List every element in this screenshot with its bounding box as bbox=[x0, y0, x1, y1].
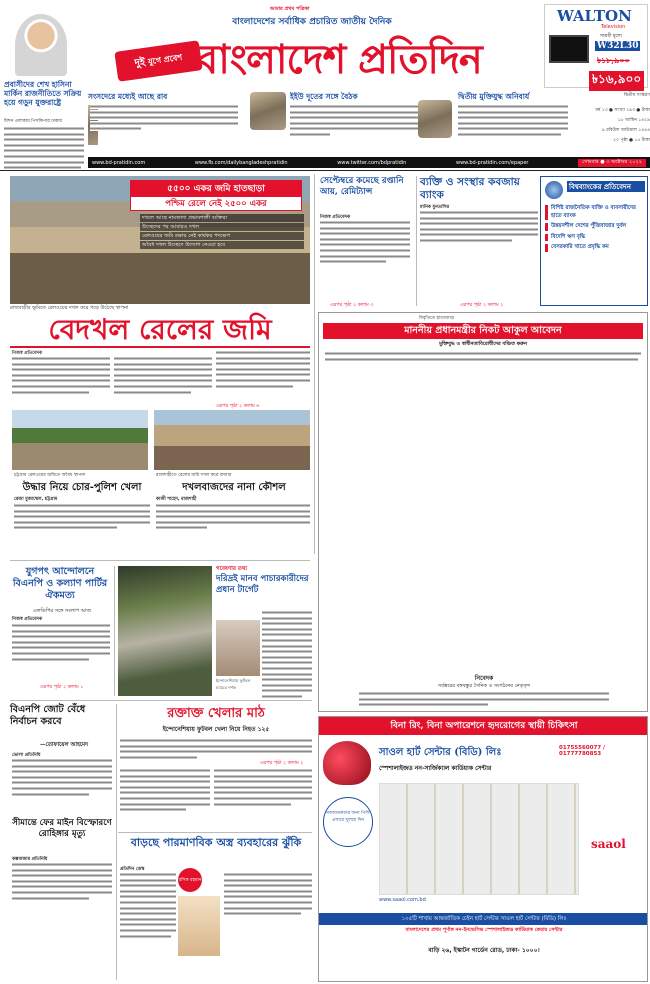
hospital-headline: বিনা রিং, বিনা অপারেশনে হৃদরোগের স্থায়ী চিকিৎসা bbox=[319, 717, 648, 735]
walton-sub: Television bbox=[601, 24, 626, 30]
pm-sign-head: নিবেদক bbox=[474, 675, 494, 682]
wb-bullet: উন্নয়নশীল দেশের পুঁজিবাজার দুর্বল bbox=[545, 223, 645, 231]
nuclear-text-2 bbox=[224, 872, 312, 980]
bnp-headline[interactable]: বিএনপি জোট বেঁধে নির্বাচন করবে bbox=[10, 704, 86, 727]
mid-right-text bbox=[214, 768, 312, 828]
date-hijri: ৯ রবিউল আউয়াল ১৪৪৪ bbox=[601, 128, 650, 133]
stadium-photo bbox=[118, 566, 212, 696]
remit-more[interactable]: এরপর পৃষ্ঠা ২ কলাম ৩ bbox=[330, 303, 374, 308]
ad-address: বাড়ি ২৬, ইস্কাটন গার্ডেন রোড, ঢাকা- ১০০০। bbox=[428, 947, 540, 954]
walton-model: W32L30 bbox=[597, 41, 639, 51]
link-bar bbox=[88, 157, 650, 168]
rail-sub1-text bbox=[14, 503, 150, 555]
globe-icon bbox=[545, 181, 563, 199]
walton-ad[interactable] bbox=[544, 4, 648, 88]
alliance-more[interactable]: এরপর পৃষ্ঠা ২ কলাম ১ bbox=[40, 685, 84, 690]
pm-text bbox=[325, 351, 641, 667]
heart-icon bbox=[323, 741, 371, 785]
wb-bullet: বিশিষ্ট রাজনৈতিক ব্যক্তি ও ব্যবসায়ীদের হাতে ব্যাংক bbox=[545, 205, 645, 220]
rail-cap-2: চট্টগ্রাম রেলওয়ের জমিতে অবৈধ স্থাপনা bbox=[14, 473, 86, 478]
pages: ২০ পৃষ্ঠা ● ১৫ টাকা bbox=[613, 138, 650, 143]
mine-headline[interactable]: সীমান্তে ফের মাইন বিস্ফোরণে রোহিঙ্গার মৃত্যু bbox=[12, 818, 112, 839]
tagline: বাংলাদেশের সর্বাধিক প্রচারিত জাতীয় দৈনিক bbox=[232, 17, 392, 27]
fb-link[interactable]: www.fb.com/dailybangladeshpratidin bbox=[194, 159, 288, 166]
tagline-small: আমার প্রথম পত্রিকা bbox=[270, 6, 310, 12]
left-lead-text bbox=[4, 126, 84, 166]
pm-portrait bbox=[15, 14, 67, 76]
rail-caption: রাজবাড়ীর ভূমিতে রেলওয়ের দখল করে গড়ে উঠেছে স্থাপনা bbox=[10, 305, 129, 311]
remit-text bbox=[320, 220, 410, 300]
nuclear-headline[interactable]: বাড়ছে পারমাণবিক অস্ত্র ব্যবহারের ঝুঁকি bbox=[130, 836, 302, 849]
issue-meta bbox=[572, 92, 650, 100]
football-headline[interactable]: রক্তাক্ত খেলার মাঠ bbox=[167, 706, 265, 721]
edition: দ্বিতীয় সংস্করণ bbox=[623, 93, 650, 98]
doctors-photo bbox=[379, 783, 579, 895]
rail-text-2 bbox=[114, 356, 212, 404]
walton-note: সাশ্রয়ী মূল্যে bbox=[600, 34, 622, 39]
strip1-text bbox=[90, 104, 238, 144]
anniversary-badge bbox=[114, 40, 202, 82]
poverty-cap: ইন্দোনেশিয়ায় ফুটবল ম্যাচের দর্শক bbox=[216, 678, 251, 690]
wb-bullet: বেসরকারি খাতে প্রবৃদ্ধি কম bbox=[545, 244, 645, 252]
mine-text bbox=[12, 862, 112, 980]
hospital-ad[interactable] bbox=[318, 716, 648, 982]
rail-by1: রেজা মুজাম্মেল, চট্টগ্রাম bbox=[14, 497, 58, 502]
nuclear-byline: প্রতিদিন ডেস্ক bbox=[120, 867, 145, 872]
rail-text-3 bbox=[216, 350, 310, 402]
ad-footer-2: বাংলাদেশের প্রথম পূর্ণাঙ্গ নন-ইনভেসিভ স্পেশালাইজড কার্ডিয়াক কেয়ার সেন্টার bbox=[405, 927, 563, 933]
rail-photo-3 bbox=[154, 410, 310, 470]
saaol-logo: saaol bbox=[591, 837, 626, 851]
walton-brand: WALTON bbox=[557, 7, 632, 25]
pm-sign-names bbox=[359, 691, 609, 705]
bank-byline: মানিক মুনতাসির bbox=[420, 205, 450, 210]
anniversary-text: যুগে প্রবেশ bbox=[147, 51, 183, 66]
rail-byline: নিজস্ব প্রতিবেদক bbox=[12, 351, 43, 356]
rail-bullet: উচ্ছেদের পর আবারও দখল bbox=[140, 223, 304, 231]
football-text bbox=[120, 738, 312, 760]
strip2-text bbox=[290, 104, 418, 144]
alliance-byline: নিজস্ব প্রতিবেদক bbox=[12, 617, 43, 622]
rail-more[interactable]: এরপর পৃষ্ঠা ২ কলাম ৬ bbox=[216, 404, 260, 409]
strip1-title[interactable]: সংসদেরে মধ্যেই আছে রাব bbox=[88, 92, 168, 101]
rasiq-badge: রসিক রহমান bbox=[178, 868, 202, 892]
strip3-text bbox=[458, 104, 568, 144]
rail-text-1 bbox=[12, 356, 110, 404]
rail-photo-2 bbox=[12, 410, 148, 470]
tv-icon bbox=[549, 35, 589, 63]
pm-headline[interactable]: মাননীয় প্রধানমন্ত্রীর নিকট আকুল আবেদন bbox=[323, 323, 643, 339]
anniversary-number: দুই bbox=[133, 56, 146, 69]
strip3-title[interactable]: দ্বিতীয় মুক্তিযুদ্ধ অনিবার্য bbox=[458, 92, 530, 101]
rail-sub2-text bbox=[156, 503, 310, 555]
mine-byline: কক্সবাজার প্রতিনিধি bbox=[12, 857, 48, 862]
football-sub: ইন্দোনেশিয়ায় ফুটবল খেলা নিয়ে নিহত ১২৫ bbox=[162, 726, 270, 733]
ad-footer-1: ১০৫টি শাখায় আন্তর্জাতিক চেইন হার্ট সেন্টার সাওল হার্ট সেন্টার (বিডি) লিঃ bbox=[319, 913, 648, 925]
poverty-text bbox=[262, 610, 312, 694]
top-strip bbox=[88, 92, 568, 154]
bnp-text bbox=[12, 758, 112, 812]
alliance-text bbox=[12, 623, 110, 683]
ambulance-photo bbox=[216, 620, 260, 676]
remit-headline[interactable]: সেপ্টেম্বরে কমেছে রপ্তানি আয়, রেমিট্যান্স bbox=[320, 176, 404, 197]
alliance-sub: এলডিপির সঙ্গে সংলাপ আজ bbox=[33, 608, 91, 614]
bank-more[interactable]: এরপর পৃষ্ঠা ২ কলাম ২ bbox=[460, 303, 504, 308]
pm-appeal bbox=[318, 312, 648, 712]
logo[interactable]: বাংলাদেশ প্রতিদিন bbox=[196, 36, 482, 83]
mid-left-text bbox=[120, 768, 210, 828]
left-headline[interactable]: প্রবাসীদের শেখ হাসিনা মার্কিন রাজনীতিতে সক্রিয় হয়ে গড়ুন যুক্তরাষ্ট্রে bbox=[4, 80, 82, 107]
date-bangla: ১৮ আশ্বিন ১৪২৯ bbox=[617, 118, 650, 123]
bubble: নবজাতকদের জন্য পিসি প্রসারে খুলছে দিন bbox=[323, 797, 373, 847]
wb-bullets bbox=[545, 205, 645, 252]
rail-bullets bbox=[140, 214, 304, 249]
rail-headline[interactable]: বেদখল রেলের জমি bbox=[10, 312, 310, 348]
bnp-byline: ভোলা প্রতিনিধি bbox=[12, 753, 41, 758]
wb-box bbox=[540, 176, 648, 306]
poverty-headline[interactable]: দরিদ্রই মানব পাচারকারীদের প্রধান টার্গেট bbox=[216, 574, 309, 595]
meta-block bbox=[572, 106, 650, 146]
hospital-name: সাওল হার্ট সেন্টার (বিডি) লিঃ bbox=[379, 747, 502, 758]
bnp-speaker: —তোফায়েল আহমেদ bbox=[40, 742, 88, 748]
issue: বর্ষ ১৩ ● সংখ্যা ১৯৩ ● টাকা bbox=[595, 108, 650, 113]
rail-cap-3: রাজশাহীতে রেলের জমি দখল করে বাজার bbox=[156, 473, 232, 478]
alliance-headline[interactable]: যুগপৎ আন্দোলনে বিএনপি ও কল্যাণ পার্টির ঐকমত্য bbox=[12, 566, 108, 601]
pm-kicker: বিবৃতিতে হাতজোড় bbox=[419, 316, 454, 321]
football-more[interactable]: এরপর পৃষ্ঠা ২ কলাম ২ bbox=[260, 761, 304, 766]
remit-byline: নিজস্ব প্রতিবেদক bbox=[320, 215, 351, 220]
rail-bullet: দখলে আছে নামজাদা প্রভাবশালী ব্যক্তিরা bbox=[140, 214, 304, 222]
walton-price-new: ৳১৬,৯০০ bbox=[589, 71, 644, 91]
bank-text bbox=[420, 210, 538, 302]
cartoon bbox=[178, 896, 220, 956]
pm-sub: মুক্তিযুদ্ধ ও স্বাধীনতাবিরোধীদের বঞ্চিত করুন bbox=[439, 341, 527, 347]
strip3-photo bbox=[418, 100, 452, 138]
walton-price-old: ৳১৮,৯০০ bbox=[597, 55, 630, 65]
nuclear-text-1 bbox=[120, 872, 176, 980]
epaper-link[interactable]: www.bd-pratidin.com/epaper bbox=[455, 159, 529, 166]
wb-title: বিশ্বব্যাংকের প্রতিবেদন bbox=[567, 181, 645, 192]
poverty-kicker: গবেষণার তথ্য bbox=[216, 566, 248, 572]
strip2-photo bbox=[250, 92, 286, 130]
tw-link[interactable]: www.twitter.com/bdpratidin bbox=[337, 159, 407, 166]
rail-bullet: অবৈধ দখল উচ্ছেদে উদ্যোগ নেওয়া হবে bbox=[140, 241, 304, 249]
web-link[interactable]: www.bd-pratidin.com bbox=[92, 159, 146, 166]
bank-headline[interactable]: ব্যক্তি ও সংস্থার কবজায় ব্যাংক bbox=[420, 176, 520, 201]
rail-sub2[interactable]: দখলবাজদের নানা কৌশল bbox=[182, 482, 286, 493]
website: www.saaol.com.bd bbox=[379, 897, 426, 903]
rail-kicker: ৫৫০০ একর জমি হাতছাড়া bbox=[130, 180, 302, 196]
hospital-sub: স্পেশালাইজড নন-সার্জিক্যাল কার্ডিয়াক সেন্টার bbox=[379, 765, 492, 772]
phone: 01755560077 / 01777780853 bbox=[559, 745, 606, 757]
left-subhead: মিশন এলাকায় পিসকিপার ঢাকায় bbox=[4, 119, 63, 124]
rail-by2: কাজী শাহেদ, রাজশাহী bbox=[156, 497, 197, 502]
issue-date: সোমবার ● ৩ অক্টোবর ২০২২ bbox=[578, 159, 646, 167]
rail-sub: পশ্চিম রেলে নেই ২৫০০ একর bbox=[130, 196, 302, 211]
pm-sign-text: সর্বস্তরের বঙ্গবন্ধুর সৈনিক ও সংগঠনের নেতৃবৃন্দ bbox=[437, 683, 531, 689]
rail-sub1[interactable]: উদ্ধার নিয়ে চোর-পুলিশ খেলা bbox=[22, 482, 142, 493]
strip2-title[interactable]: ইইউ দূতের সঙ্গে বৈঠক bbox=[290, 92, 358, 101]
rail-bullet: রেলওয়ের জমি রক্ষায় নেই কার্যকর পদক্ষেপ bbox=[140, 232, 304, 240]
wb-bullet: বিদেশি ঋণ বৃদ্ধি bbox=[545, 234, 645, 242]
